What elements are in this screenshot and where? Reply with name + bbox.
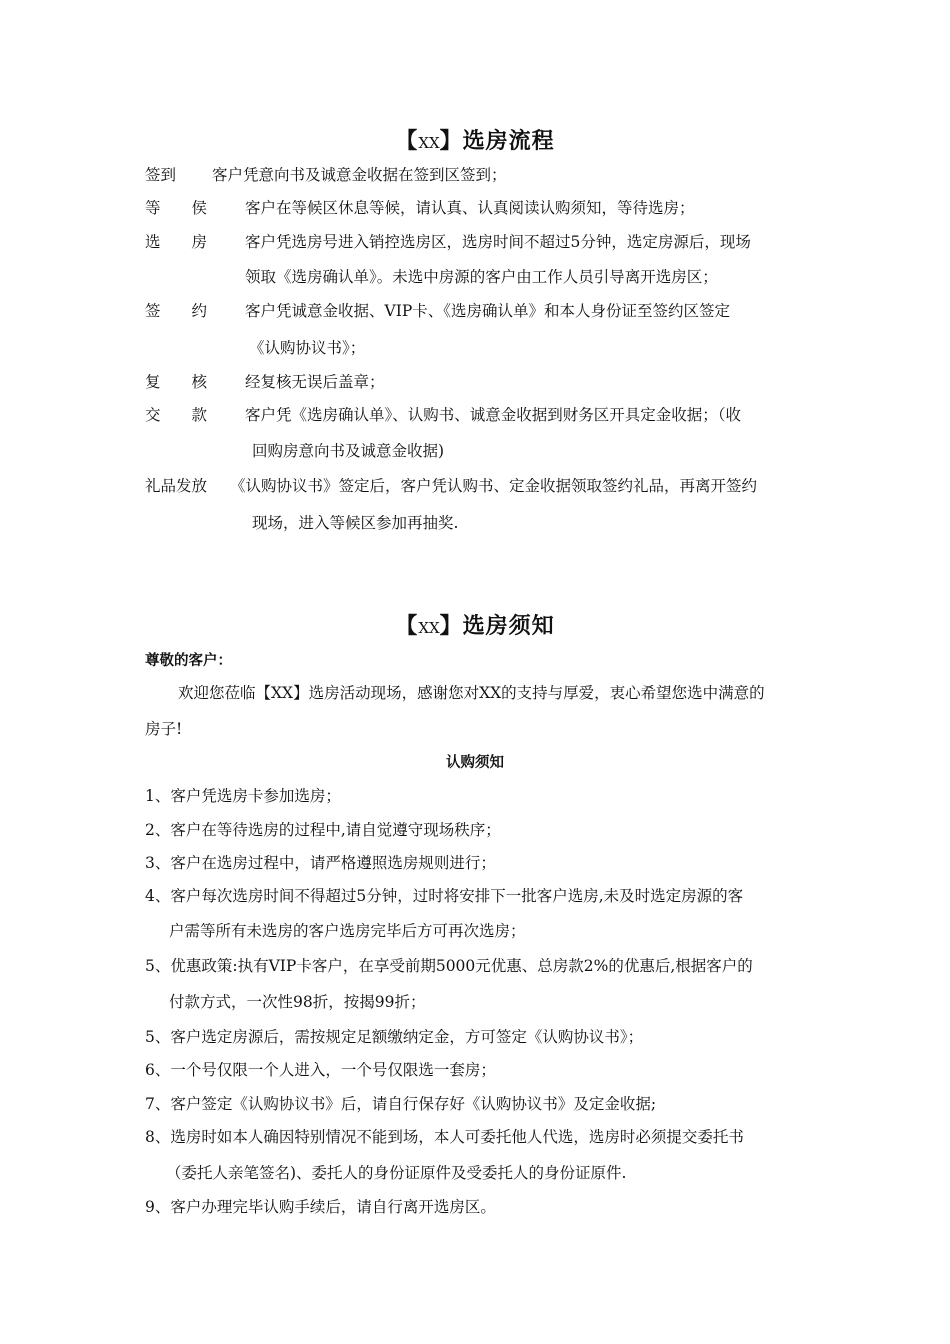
rule-8-line-2: （委托人亲笔签名)、委托人的身份证原件及受委托人的身份证原件. <box>166 1164 627 1182</box>
step-term-contract: 签 约 <box>145 302 208 320</box>
rule-5b: 5、客户选定房源后，需按规定足额缴纳定金，方可签定《认购协议书》； <box>145 1028 644 1046</box>
rule-9: 9、客户办理完毕认购手续后，请自行离开选房区。 <box>145 1198 496 1216</box>
step-term-select: 选 房 <box>145 233 208 251</box>
intro-line-1: 欢迎您莅临【XX】选房活动现场，感谢您对XX的支持与厚爱，衷心希望您选中满意的 <box>178 684 765 702</box>
greeting: 尊敬的客户： <box>145 652 232 669</box>
rule-1: 1、客户凭选房卡参加选房； <box>145 787 341 805</box>
rule-2: 2、客户在等待选房的过程中,请自觉遵守现场秩序； <box>145 821 501 839</box>
step-text-select-1: 客户凭选房号进入销控选房区，选房时间不超过5分钟，选定房源后，现场 <box>245 233 751 251</box>
section1-title: 【XX】选房流程 <box>395 128 555 154</box>
step-text-contract-2: 《认购协议书》； <box>249 339 366 357</box>
rules-subtitle: 认购须知 <box>446 754 504 771</box>
step-text-select-2: 领取《选房确认单》。未选中房源的客户由工作人员引导离开选房区； <box>245 268 718 286</box>
step-text-payment-1: 客户凭《选房确认单》、认购书、诚意金收据到财务区开具定金收据；（收 <box>245 406 742 424</box>
rule-7: 7、客户签定《认购协议书》后，请自行保存好《认购协议书》及定金收据; <box>145 1095 657 1113</box>
step-text-payment-2: 回购房意向书及诚意金收据) <box>252 442 445 460</box>
rule-4-line-2: 户需等所有未选房的客户选房完毕后方可再次选房； <box>169 922 526 940</box>
rule-3: 3、客户在选房过程中，请严格遵照选房规则进行； <box>145 854 496 872</box>
rule-8-line-1: 8、选房时如本人确因特别情况不能到场，本人可委托他人代选，选房时必须提交委托书 <box>145 1128 744 1146</box>
rule-5a-line-1: 5、优惠政策:执有VIP卡客户，在享受前期5000元优惠、总房款2%的优惠后,根据客户的 <box>145 957 753 975</box>
section2-title: 【XX】选房须知 <box>395 613 555 639</box>
step-term-review: 复 核 <box>145 373 208 391</box>
step-text-contract-1: 客户凭诚意金收据、VIP卡、《选房确认单》和本人身份证至签约区签定 <box>245 302 730 320</box>
step-text-gift-1: 《认购协议书》签定后，客户凭认购书、定金收据领取签约礼品，再离开签约 <box>230 477 758 495</box>
step-term-wait: 等 侯 <box>145 199 208 217</box>
step-text-wait: 客户在等候区休息等候，请认真、认真阅读认购须知，等待选房； <box>245 199 695 217</box>
intro-line-2: 房子! <box>145 720 183 738</box>
rule-6: 6、一个号仅限一个人进入，一个号仅限选一套房； <box>145 1061 496 1079</box>
step-term-payment: 交 款 <box>145 406 208 424</box>
step-term-signin: 签到 <box>145 166 177 184</box>
step-text-gift-2: 现场，进入等候区参加再抽奖. <box>252 514 459 532</box>
step-term-gift: 礼品发放 <box>145 477 208 495</box>
rule-4-line-1: 4、客户每次选房时间不得超过5分钟，过时将安排下一批客户选房,未及时选定房源的客 <box>145 887 744 905</box>
step-text-signin: 客户凭意向书及诚意金收据在签到区签到； <box>212 166 507 184</box>
rule-5a-line-2: 付款方式，一次性98折，按揭99折； <box>169 993 426 1011</box>
step-text-review: 经复核无误后盖章； <box>245 373 385 391</box>
